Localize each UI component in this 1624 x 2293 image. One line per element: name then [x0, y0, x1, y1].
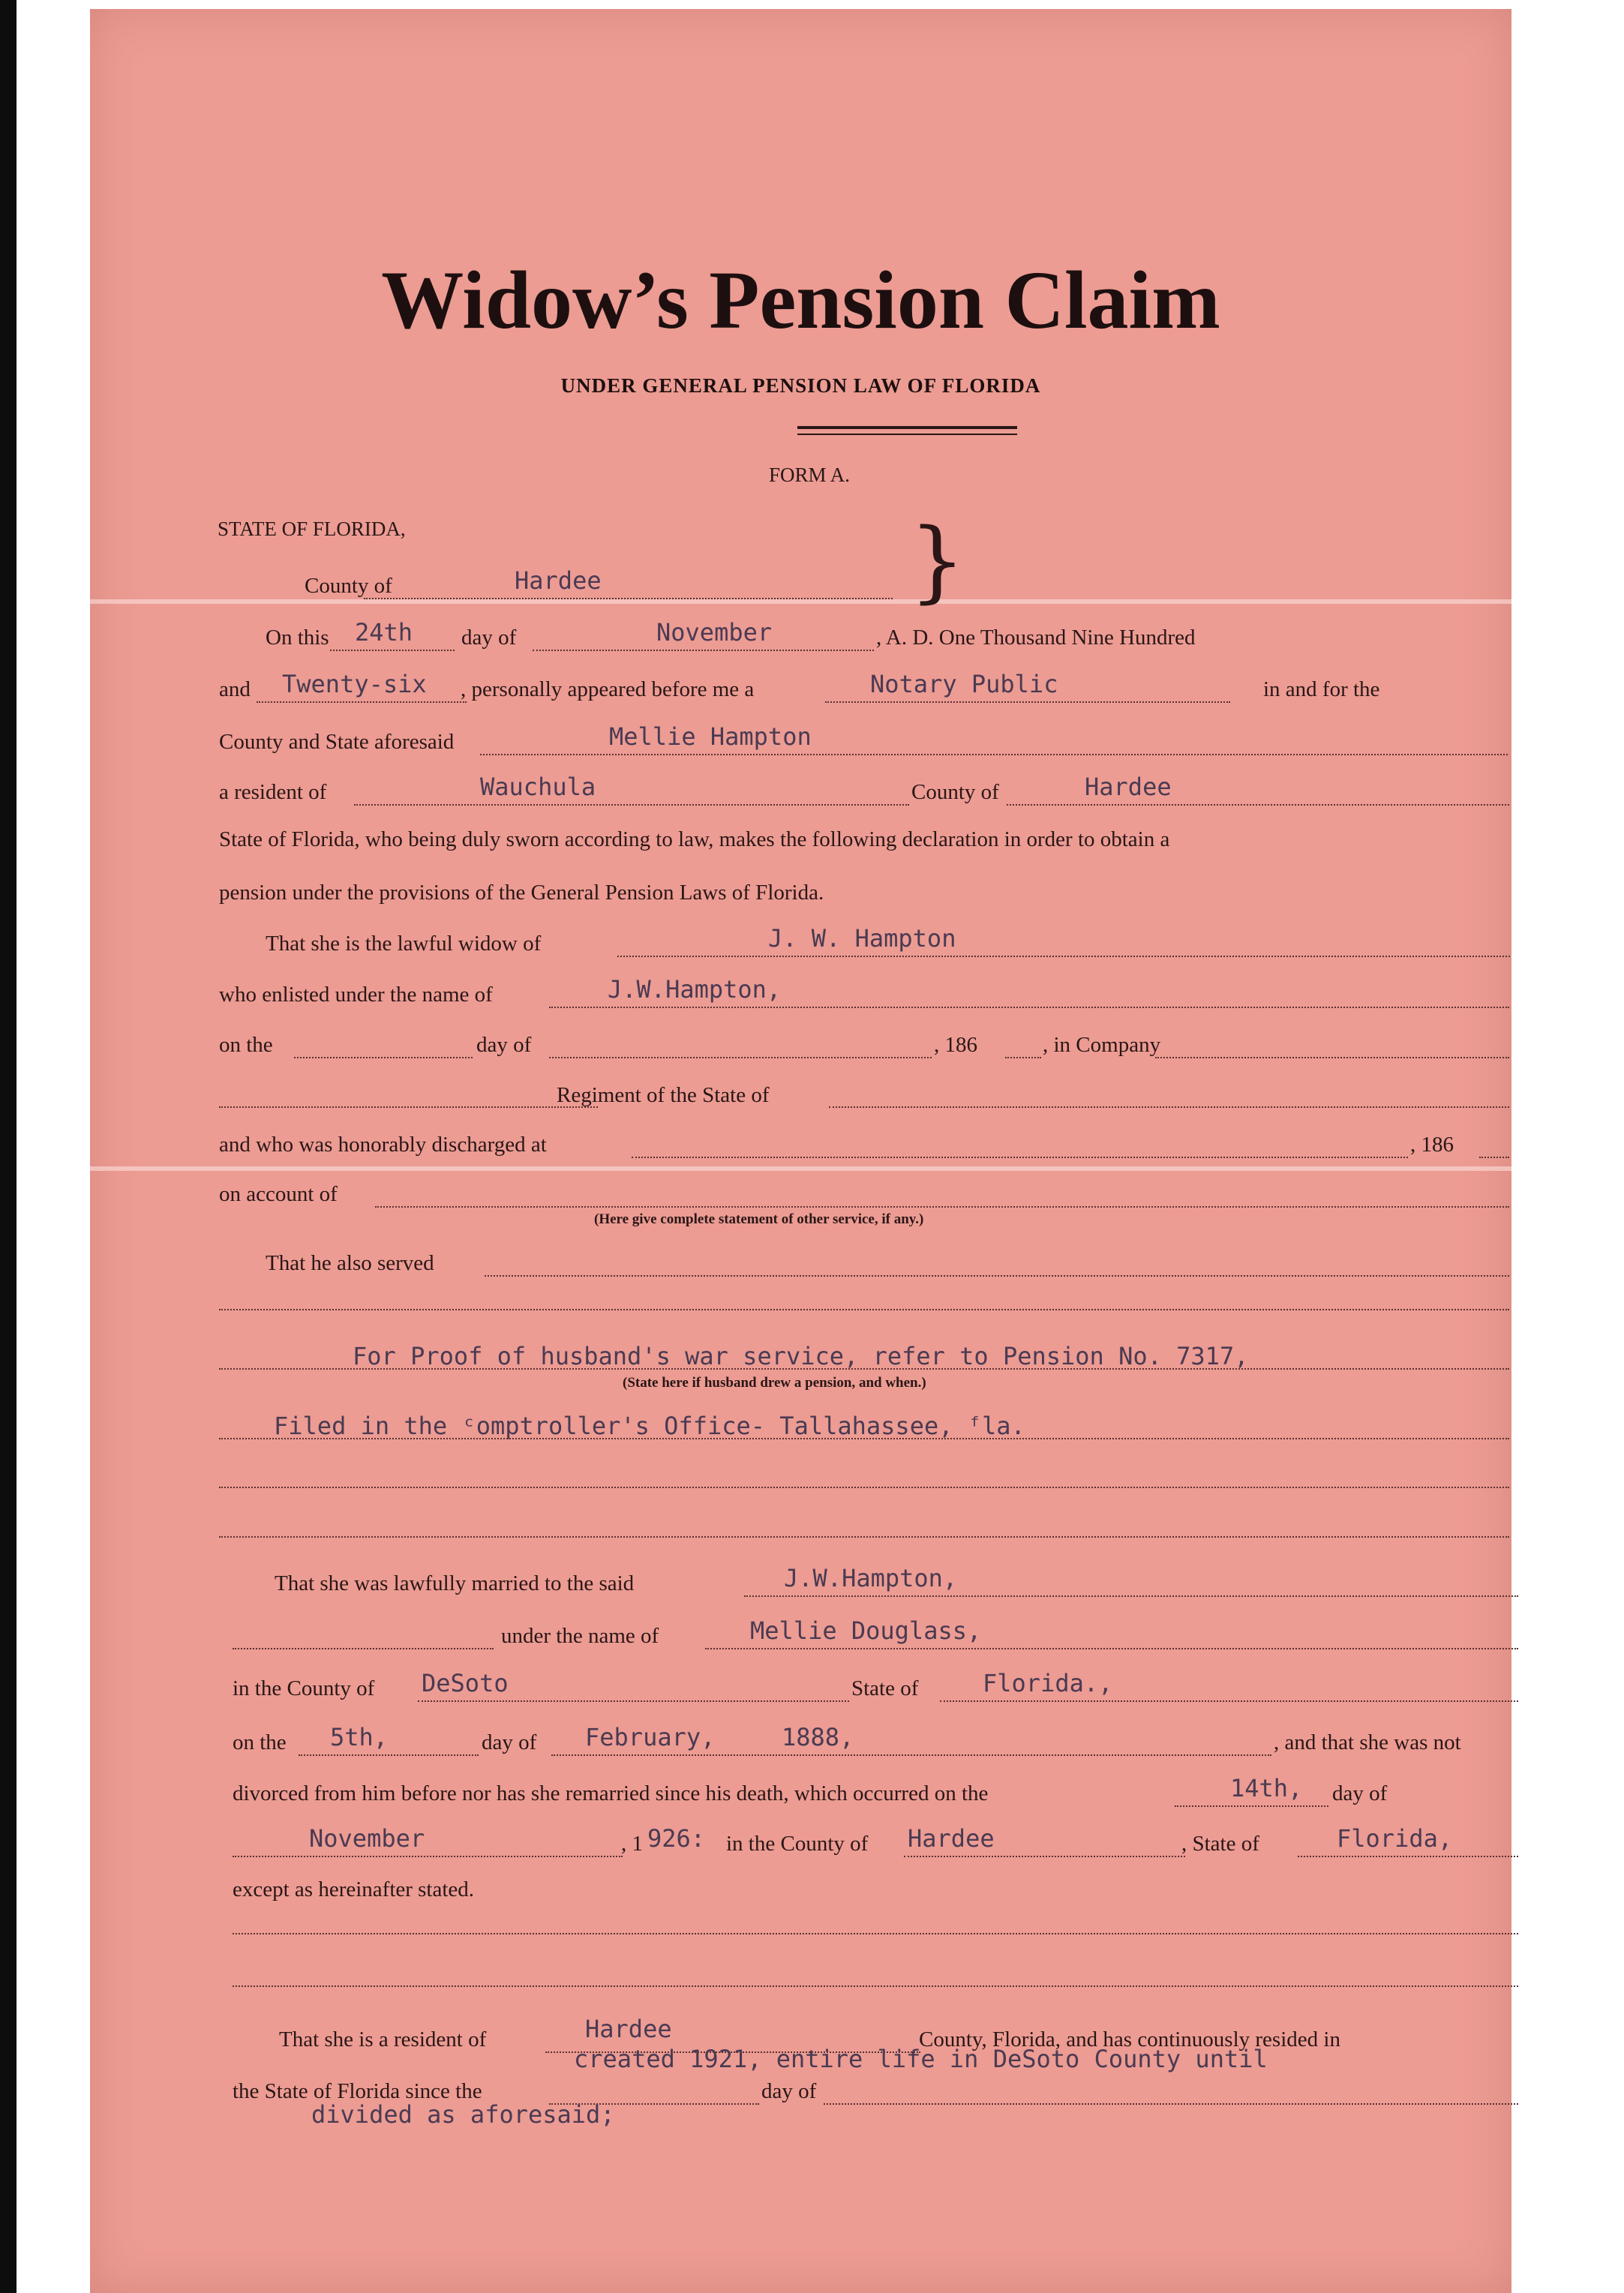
day-line	[330, 650, 455, 651]
year-line	[257, 701, 467, 703]
blank-line	[219, 1536, 1509, 1538]
month-line	[533, 650, 874, 651]
form-subtitle: UNDER GENERAL PENSION LAW OF FLORIDA	[560, 374, 1041, 397]
filed-line	[219, 1438, 1509, 1439]
not-divorced-text: , and that she was not	[1274, 1730, 1461, 1754]
fold-crease	[90, 1166, 1511, 1171]
company-line	[1155, 1057, 1509, 1058]
on-the-label: on the	[219, 1033, 273, 1057]
death-state-line	[1298, 1856, 1518, 1857]
divorced-text: divorced from him before nor has she remarried since his death, which occurred on the	[233, 1781, 989, 1805]
marriage-state-value: Florida.,	[983, 1669, 1113, 1697]
proof-value: For Proof of husband's war service, refer to Pension No. 7317,	[353, 1342, 1249, 1370]
marriage-month-value: February,	[585, 1723, 716, 1751]
day-of-label: day of	[461, 626, 517, 650]
discharged-year: , 186	[1410, 1133, 1454, 1157]
marriage-day-value: 5th,	[330, 1723, 389, 1751]
state-heading: STATE OF FLORIDA,	[218, 518, 406, 540]
filed-value: Filed in the ᶜomptroller's Office- Tallahassee, ᶠla.	[274, 1412, 1025, 1440]
death-month-line	[233, 1856, 623, 1857]
discharged-year-line	[1479, 1157, 1509, 1158]
residence-county-value: Hardee	[1085, 773, 1172, 801]
death-month-value: November	[309, 1824, 425, 1853]
claimant-value: Mellie Hampton	[609, 722, 812, 751]
fold-crease	[90, 599, 1511, 604]
account-label: on account of	[219, 1182, 338, 1206]
widow-line	[617, 956, 1510, 957]
husband-value: J.W.Hampton,	[784, 1564, 958, 1592]
married-label: That she was lawfully married to the said	[275, 1571, 635, 1595]
county-state-text: County and State aforesaid	[219, 730, 455, 754]
blank-line	[219, 1487, 1509, 1488]
enlisted-value: J.W.Hampton,	[608, 975, 782, 1004]
marriage-state-label: State of	[851, 1676, 919, 1700]
name-pre-line	[233, 1648, 494, 1649]
death-county-value: Hardee	[908, 1824, 995, 1853]
marriage-year-value: 1888,	[782, 1723, 854, 1751]
county-of-label: County of	[911, 780, 999, 804]
marriage-state-line	[940, 1700, 1518, 1702]
other-service-note: (Here give complete statement of other service, if any.)	[594, 1211, 924, 1227]
residence-label: That she is a resident of	[279, 2027, 487, 2051]
marriage-date-line	[551, 1754, 1271, 1756]
officer-line	[825, 701, 1230, 703]
death-county-label: in the County of	[726, 1832, 869, 1856]
residence-county-value-2: Hardee	[585, 2015, 672, 2043]
maiden-line	[705, 1648, 1518, 1649]
death-county-line	[904, 1856, 1185, 1857]
regiment-line	[219, 1106, 598, 1108]
blank-line	[233, 1985, 1518, 1987]
residence-county-line	[1007, 804, 1509, 806]
and-label: and	[219, 677, 251, 701]
venue-brace: }	[909, 509, 966, 612]
marriage-day-of-label: day of	[482, 1730, 537, 1754]
account-line	[375, 1206, 1509, 1208]
widow-value: J. W. Hampton	[768, 924, 956, 953]
death-day-line	[1175, 1805, 1328, 1807]
death-state-label: , State of	[1181, 1832, 1259, 1856]
day-value: 24th	[355, 618, 413, 647]
husband-line	[744, 1595, 1518, 1597]
day-of-label: day of	[476, 1033, 532, 1057]
discharged-line	[632, 1157, 1408, 1158]
declaration-text: State of Florida, who being duly sworn according to law, makes the following declaration in order to obtain a	[219, 827, 1170, 851]
marriage-county-line	[418, 1700, 849, 1702]
form-title: Widow’s Pension Claim	[381, 254, 1220, 346]
enlisted-label: who enlisted under the name of	[219, 983, 493, 1007]
declaration-text: pension under the provisions of the General Pension Laws of Florida.	[219, 881, 824, 905]
title-rule	[797, 434, 1017, 435]
residence-value: Wauchula	[480, 773, 596, 801]
since-label: the State of Florida since the	[233, 2079, 482, 2103]
maiden-value: Mellie Douglass,	[750, 1616, 982, 1645]
marriage-day-line	[299, 1754, 479, 1756]
death-year-value: 926:	[647, 1824, 706, 1853]
ad-text: , A. D. One Thousand Nine Hundred	[876, 626, 1196, 650]
discharged-label: and who was honorably discharged at	[219, 1133, 547, 1157]
marriage-county-label: in the County of	[233, 1676, 375, 1700]
since-day-of-label: day of	[761, 2079, 817, 2103]
marriage-on-the-label: on the	[233, 1730, 287, 1754]
resident-label: a resident of	[219, 780, 327, 804]
death-day-value: 14th,	[1230, 1774, 1303, 1802]
claimant-line	[480, 754, 1508, 755]
residence-note: created 1921, entire life in DeSoto County until	[574, 2045, 1268, 2073]
on-this-label: On this	[266, 626, 329, 650]
service-year-line	[1005, 1057, 1041, 1058]
marriage-county-value: DeSoto	[422, 1669, 509, 1697]
company-label: , in Company	[1043, 1033, 1161, 1057]
county-value: Hardee	[515, 566, 602, 595]
residence-county-text: County, Florida, and has continuously resided in	[919, 2027, 1340, 2051]
year-value: Twenty-six	[282, 670, 427, 698]
widow-label: That she is the lawful widow of	[266, 932, 542, 956]
service-day-line	[294, 1057, 473, 1058]
title-rule	[797, 426, 1017, 429]
except-text: except as hereinafter stated.	[233, 1877, 475, 1901]
blank-line	[219, 1309, 1509, 1310]
year-186: , 186	[934, 1033, 977, 1057]
service-month-line	[549, 1057, 932, 1058]
scan-edge	[0, 0, 17, 2293]
also-served-line	[485, 1275, 1509, 1277]
county-line	[364, 598, 893, 599]
residence-note: divided as aforesaid;	[311, 2100, 615, 2129]
proof-line	[219, 1368, 1509, 1370]
month-value: November	[656, 618, 773, 647]
death-state-value: Florida,	[1337, 1824, 1453, 1853]
in-for-text: in and for the	[1263, 677, 1380, 701]
since-month-line	[824, 2103, 1518, 2105]
regiment-state-line	[829, 1106, 1509, 1108]
death-year-prefix: , 1	[621, 1832, 643, 1856]
pension-note: (State here if husband drew a pension, and when.)	[623, 1375, 926, 1391]
also-served-label: That he also served	[266, 1251, 434, 1275]
blank-line	[233, 1933, 1518, 1934]
enlisted-line	[549, 1007, 1509, 1008]
appeared-text: , personally appeared before me a	[461, 677, 755, 701]
death-day-of-label: day of	[1332, 1781, 1388, 1805]
residence-line	[354, 804, 909, 806]
regiment-label: Regiment of the State of	[557, 1083, 770, 1107]
name-label: under the name of	[501, 1624, 659, 1648]
officer-value: Notary Public	[870, 670, 1058, 698]
form-label: FORM A.	[769, 464, 851, 486]
county-label: County of	[305, 574, 392, 598]
pension-claim-form	[90, 9, 1511, 2293]
